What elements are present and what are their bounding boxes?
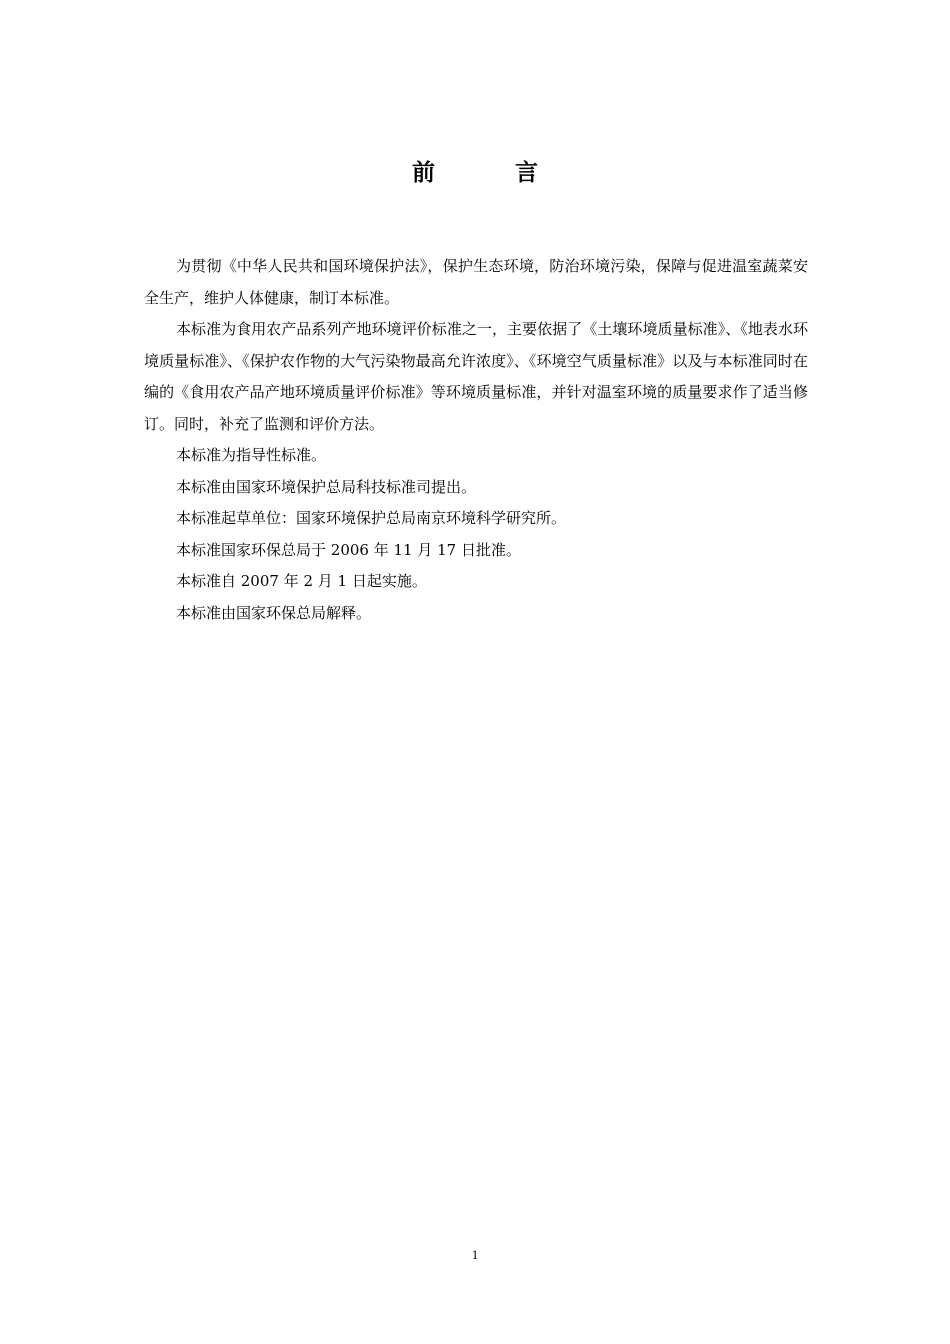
page-title: 前 言 xyxy=(411,160,574,186)
paragraph-drafter: 本标准起草单位：国家环境保护总局南京环境科学研究所。 xyxy=(176,509,567,527)
paragraph-guidance: 本标准为指导性标准。 xyxy=(176,446,327,464)
paragraph-purpose: 为贯彻《中华人民共和国环境保护法》，保护生态环境，防治环境污染，保障与促进温室蔬菜安全生产，维护人体健康，制订本标准。 xyxy=(144,257,808,307)
paragraph-basis: 本标准为食用农产品系列产地环境评价标准之一，主要依据了《土壤环境质量标准》、《地表水环境质量标准》、《保护农作物的大气污染物最高允许浓度》、《环境空气质量标准》以及与本标准同时在编的《食用农产品产地环境质量评价标准》等环境质量标准，并针对温室环境的质量要求作了适当修订。同时，补充了监测和评价方法。 xyxy=(144,320,808,433)
paragraph-interpretation: 本标准由国家环保总局解释。 xyxy=(176,603,372,622)
paragraph-effective-date: 本标准自 2007 年 2 月 1 日起实施。 xyxy=(176,572,427,590)
paragraph-proposer: 本标准由国家环境保护总局科技标准司提出。 xyxy=(176,477,477,496)
body-text xyxy=(144,251,808,629)
paragraph-approval: 本标准国家环保总局于 2006 年 11 月 17 日批准。 xyxy=(176,540,521,559)
page-number: 1 xyxy=(471,1247,479,1262)
